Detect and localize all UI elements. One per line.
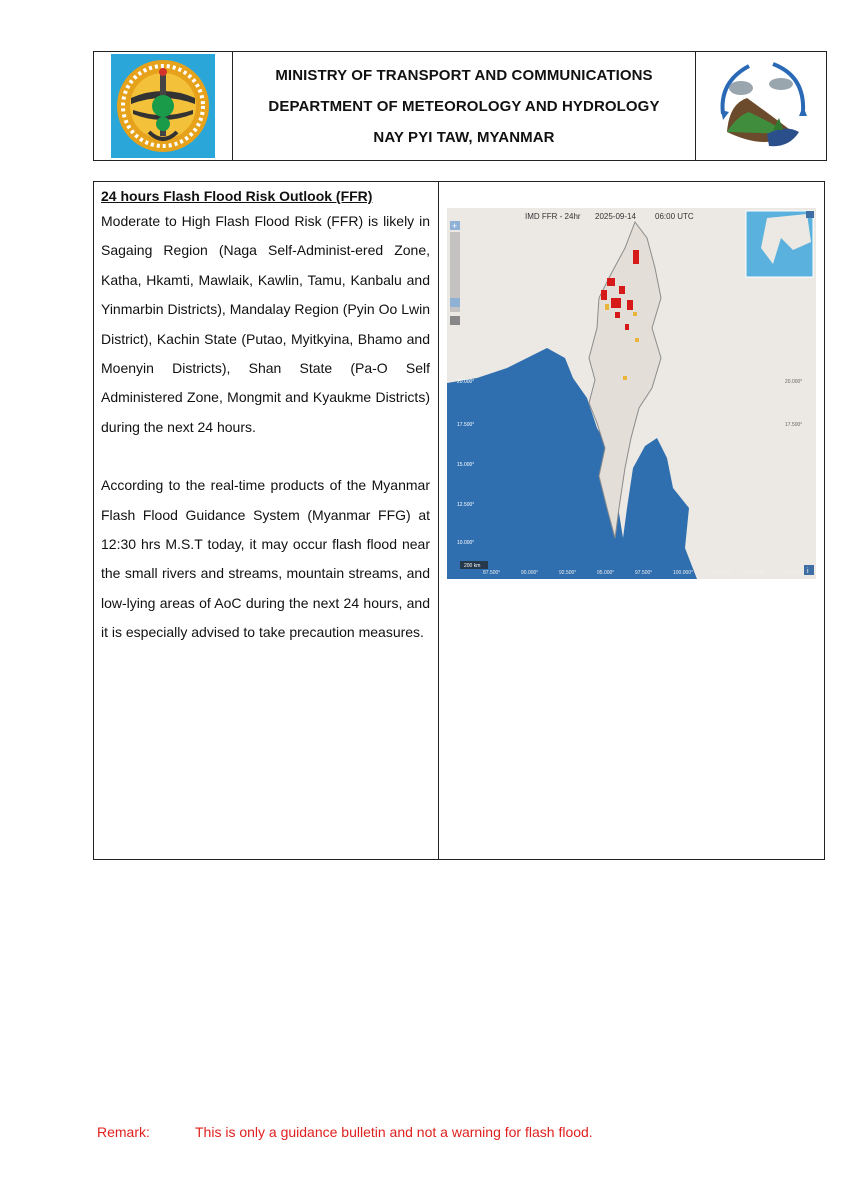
ffr-risk-map: [447, 208, 816, 579]
map-inset-toggle-icon[interactable]: [806, 211, 814, 218]
home-button[interactable]: [450, 316, 460, 325]
outlook-paragraph-2: According to the real-time products of the Myanmar Flash Flood Guidance System (Myanmar FFG) at 12:30 hrs M.S.T today, it may occur flash flood near the small rivers and streams, mountain streams, and low-lying areas of AoC during the next 24 hours, and it is especially advised to take precaution measures.: [101, 477, 430, 641]
map-scale-label: 200 km: [464, 563, 481, 569]
zoom-out-button[interactable]: [450, 298, 460, 307]
lon-label: 97.500°: [635, 570, 653, 576]
location-name: NAY PYI TAW, MYANMAR: [373, 128, 555, 146]
lon-label: 102.500°: [711, 570, 732, 576]
lon-label: 100.000°: [673, 570, 694, 576]
ministry-emblem-logo: [111, 54, 215, 158]
lon-label: 105.000°: [745, 570, 766, 576]
lat-label: 17.500°: [457, 422, 475, 428]
remark-label: Remark:: [97, 1124, 150, 1140]
map-product-label: IMD FFR - 24hr: [525, 212, 581, 221]
lat-label-right: 17.500°: [785, 422, 803, 428]
svg-text:+: +: [452, 221, 458, 231]
lon-label: 95.000°: [597, 570, 615, 576]
outlook-table: [93, 181, 825, 860]
ministry-name: MINISTRY OF TRANSPORT AND COMMUNICATIONS: [275, 66, 653, 84]
lat-label: 10.000°: [457, 540, 475, 546]
remark-line: [97, 1124, 593, 1140]
lat-label: 15.000°: [457, 462, 475, 468]
lat-label: 12.500°: [457, 502, 475, 508]
lat-label: 20.000°: [457, 379, 475, 385]
map-time-label: 06:00 UTC: [655, 212, 694, 221]
map-date-label: 2025-09-14: [595, 212, 636, 221]
header-title-block: [233, 52, 695, 160]
ministry-logo-cell: [94, 52, 233, 160]
remark-text: This is only a guidance bulletin and not a warning for flash flood.: [195, 1124, 593, 1140]
outlook-paragraph-1: Moderate to High Flash Flood Risk (FFR) is likely in Sagaing Region (Naga Self-Administ-ered Zone, Katha, Hkamti, Mawlaik, Kawlin, Tamu, Kanbalu and Yinmarbin Districts), Mandalay Region (Pyin Oo Lwin District), Kachin State (Putao, Myitkyina, Bhamo and Moenyin Districts), Shan State (Pa-O Self Administered Zone, Mongmit and Kyaukme Districts) during the next 24 hours.: [101, 213, 430, 435]
lon-label: 107.500°: [781, 570, 802, 576]
outlook-map-cell: [439, 182, 824, 859]
water-cycle-logo: [709, 54, 813, 158]
dmh-logo-cell: [695, 52, 826, 160]
lat-label-right: 20.000°: [785, 379, 803, 385]
svg-text:i: i: [807, 568, 809, 575]
lon-label: 90.000°: [521, 570, 539, 576]
lon-labels: [483, 570, 801, 576]
paragraph-spacer: [101, 442, 430, 471]
department-name: DEPARTMENT OF METEOROLOGY AND HYDROLOGY: [268, 97, 660, 115]
bulletin-header: [93, 51, 827, 161]
lon-label: 87.500°: [483, 570, 501, 576]
outlook-title: 24 hours Flash Flood Risk Outlook (FFR): [101, 188, 373, 204]
info-button[interactable]: [804, 565, 814, 575]
lon-label: 92.500°: [559, 570, 577, 576]
outlook-text-cell: [94, 182, 439, 859]
